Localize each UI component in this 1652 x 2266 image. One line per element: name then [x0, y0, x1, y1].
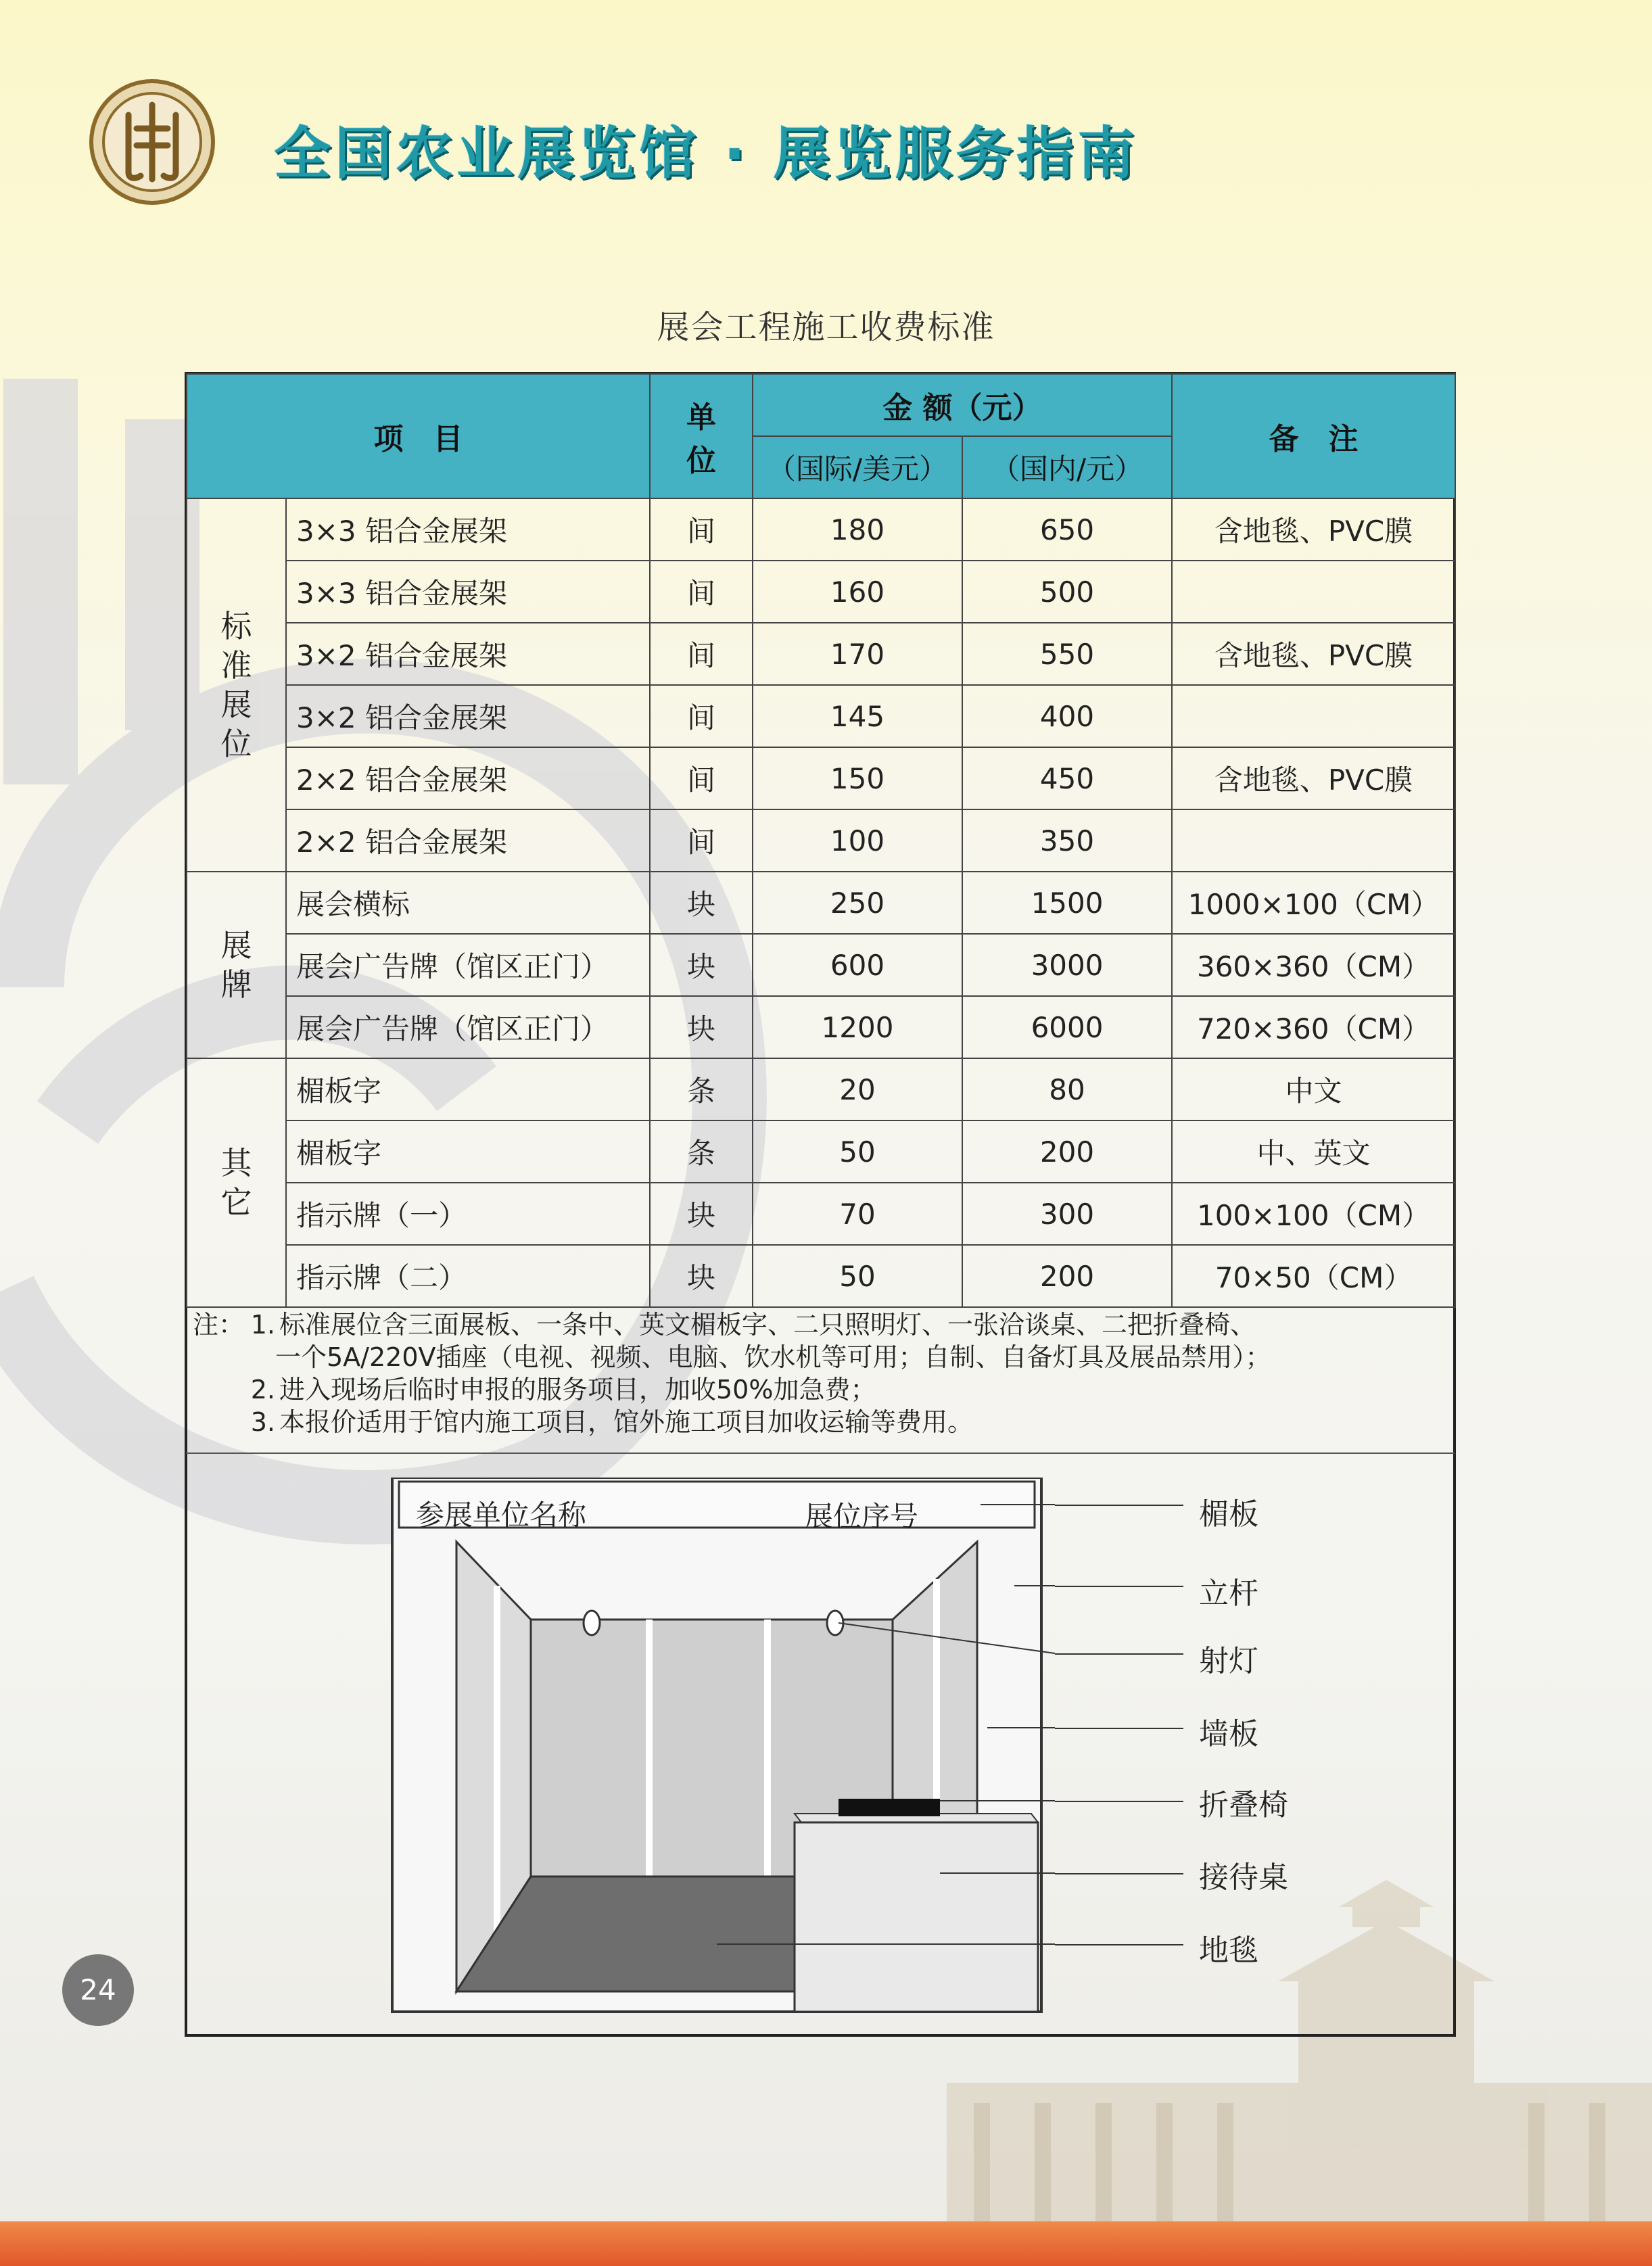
unit-cell: 条 [650, 1120, 753, 1183]
leader-line [1055, 1728, 1183, 1729]
spotlight [584, 1611, 600, 1635]
category-cell [187, 872, 286, 1058]
notes-divider [186, 1453, 1455, 1454]
item-cell: 楣板字 [286, 1058, 650, 1120]
category-label: 标准展位 [220, 608, 252, 762]
fascia-booth-number-label: 展位序号 [805, 1500, 919, 1533]
domestic-price-cell: 400 [962, 685, 1172, 747]
item-cell: 楣板字 [286, 1120, 650, 1183]
intl-price-cell: 50 [753, 1120, 962, 1183]
unit-cell: 块 [650, 1245, 753, 1307]
domestic-price-cell: 450 [962, 747, 1172, 809]
note-number: 1. [250, 1310, 275, 1340]
part-label-fascia: 楣板 [1199, 1497, 1258, 1532]
table-row [187, 1183, 1455, 1245]
fee-table-body [187, 498, 1455, 1307]
booth-diagram [379, 1478, 1055, 2019]
item-cell: 展会广告牌（馆区正门） [286, 934, 650, 996]
domestic-price-cell: 200 [962, 1120, 1172, 1183]
leader-line [1055, 1944, 1183, 1945]
intl-price-cell: 1200 [753, 996, 962, 1058]
remark-cell: 1000×100（CM） [1172, 872, 1455, 934]
table-row [187, 996, 1455, 1058]
unit-cell: 间 [650, 561, 753, 623]
reception-desk [795, 1822, 1038, 2012]
part-label-carpet: 地毯 [1199, 1933, 1258, 1968]
leader-line [1055, 1505, 1183, 1506]
table-row [187, 498, 1455, 561]
item-cell: 指示牌（一） [286, 1183, 650, 1245]
note-text: 本报价适用于馆内施工项目，馆外施工项目加收运输等费用。 [279, 1407, 974, 1437]
category-cell [187, 498, 286, 872]
leader-line [1055, 1873, 1183, 1874]
remark-cell [1172, 685, 1455, 747]
leader-line [1055, 1653, 1183, 1655]
item-cell: 2×2 铝合金展架 [286, 747, 650, 809]
bottom-band [0, 2221, 1652, 2266]
item-cell: 指示牌（二） [286, 1245, 650, 1307]
remark-cell: 中、英文 [1172, 1120, 1455, 1183]
domestic-price-cell: 6000 [962, 996, 1172, 1058]
item-cell: 展会广告牌（馆区正门） [286, 996, 650, 1058]
header-intl: （国际/美元） [753, 436, 962, 498]
table-row [187, 623, 1455, 685]
remark-cell [1172, 809, 1455, 872]
notes-lead: 注： [193, 1310, 245, 1340]
note-number: 2. [250, 1375, 275, 1405]
item-cell: 3×3 铝合金展架 [286, 561, 650, 623]
domestic-price-cell: 550 [962, 623, 1172, 685]
fascia-company-label: 参展单位名称 [416, 1498, 587, 1532]
note-text: 进入现场后临时申报的服务项目，加收50%加急费； [279, 1375, 876, 1405]
leader-line [1055, 1801, 1183, 1802]
exhibition-hall-logo [88, 78, 216, 206]
intl-price-cell: 50 [753, 1245, 962, 1307]
intl-price-cell: 20 [753, 1058, 962, 1120]
unit-cell: 块 [650, 996, 753, 1058]
intl-price-cell: 100 [753, 809, 962, 872]
remark-cell: 含地毯、PVC膜 [1172, 623, 1455, 685]
table-row [187, 1058, 1455, 1120]
remark-cell: 含地毯、PVC膜 [1172, 498, 1455, 561]
unit-cell: 间 [650, 623, 753, 685]
note-text: 标准展位含三面展板、一条中、英文楣板字、二只照明灯、一张洽谈桌、二把折叠椅、 [279, 1310, 1256, 1340]
part-label-wall: 墙板 [1199, 1717, 1258, 1751]
domestic-price-cell: 1500 [962, 872, 1172, 934]
remark-cell [1172, 561, 1455, 623]
intl-price-cell: 150 [753, 747, 962, 809]
intl-price-cell: 145 [753, 685, 962, 747]
item-cell: 3×2 铝合金展架 [286, 685, 650, 747]
table-row [187, 1245, 1455, 1307]
domestic-price-cell: 300 [962, 1183, 1172, 1245]
domestic-price-cell: 80 [962, 1058, 1172, 1120]
header-title: 全国农业展览馆 · 展览服务指南 [274, 120, 1139, 187]
table-row [187, 747, 1455, 809]
table-row [187, 561, 1455, 623]
unit-cell: 块 [650, 1183, 753, 1245]
remark-cell: 720×360（CM） [1172, 996, 1455, 1058]
table-row [187, 809, 1455, 872]
remark-cell: 含地毯、PVC膜 [1172, 747, 1455, 809]
category-label: 其它 [220, 1145, 252, 1221]
domestic-price-cell: 200 [962, 1245, 1172, 1307]
intl-price-cell: 160 [753, 561, 962, 623]
unit-cell: 块 [650, 934, 753, 996]
table-row [187, 685, 1455, 747]
header-domestic: （国内/元） [962, 436, 1172, 498]
item-cell: 3×2 铝合金展架 [286, 623, 650, 685]
unit-cell: 条 [650, 1058, 753, 1120]
domestic-price-cell: 3000 [962, 934, 1172, 996]
header-amount: 金 额（元） [753, 374, 1172, 436]
domestic-price-cell: 650 [962, 498, 1172, 561]
intl-price-cell: 600 [753, 934, 962, 996]
fee-table [186, 373, 1456, 1308]
table-row [187, 872, 1455, 934]
category-label: 展牌 [220, 927, 252, 1003]
intl-price-cell: 170 [753, 623, 962, 685]
unit-cell: 间 [650, 685, 753, 747]
note-number: 3. [250, 1407, 275, 1437]
folding-chair [839, 1799, 940, 1816]
category-cell [187, 1058, 286, 1307]
notes [193, 1308, 1437, 1438]
header-unit: 单位 [650, 374, 753, 498]
table-row [187, 1120, 1455, 1183]
item-cell: 展会横标 [286, 872, 650, 934]
intl-price-cell: 250 [753, 872, 962, 934]
part-label-post: 立杆 [1199, 1576, 1258, 1611]
item-cell: 3×3 铝合金展架 [286, 498, 650, 561]
part-label-desk: 接待桌 [1199, 1860, 1288, 1895]
remark-cell: 360×360（CM） [1172, 934, 1455, 996]
domestic-price-cell: 350 [962, 809, 1172, 872]
table-row [187, 934, 1455, 996]
note-text: 一个5A/220V插座（电视、视频、电脑、饮水机等可用；自制、自备灯具及展品禁用）； [275, 1342, 1271, 1372]
remark-cell: 100×100（CM） [1172, 1183, 1455, 1245]
part-label-spotlight: 射灯 [1199, 1644, 1258, 1678]
remark-cell: 中文 [1172, 1058, 1455, 1120]
intl-price-cell: 180 [753, 498, 962, 561]
leader-line [1055, 1586, 1183, 1587]
part-label-chair: 折叠椅 [1199, 1788, 1288, 1822]
domestic-price-cell: 500 [962, 561, 1172, 623]
page-number: 24 [62, 1954, 134, 2026]
intl-price-cell: 70 [753, 1183, 962, 1245]
unit-cell: 间 [650, 747, 753, 809]
unit-cell: 块 [650, 872, 753, 934]
header-remark: 备 注 [1172, 374, 1455, 498]
header-item: 项 目 [187, 374, 650, 498]
unit-cell: 间 [650, 498, 753, 561]
table-title: 展会工程施工收费标准 [657, 308, 995, 346]
unit-cell: 间 [650, 809, 753, 872]
remark-cell: 70×50（CM） [1172, 1245, 1455, 1307]
item-cell: 2×2 铝合金展架 [286, 809, 650, 872]
